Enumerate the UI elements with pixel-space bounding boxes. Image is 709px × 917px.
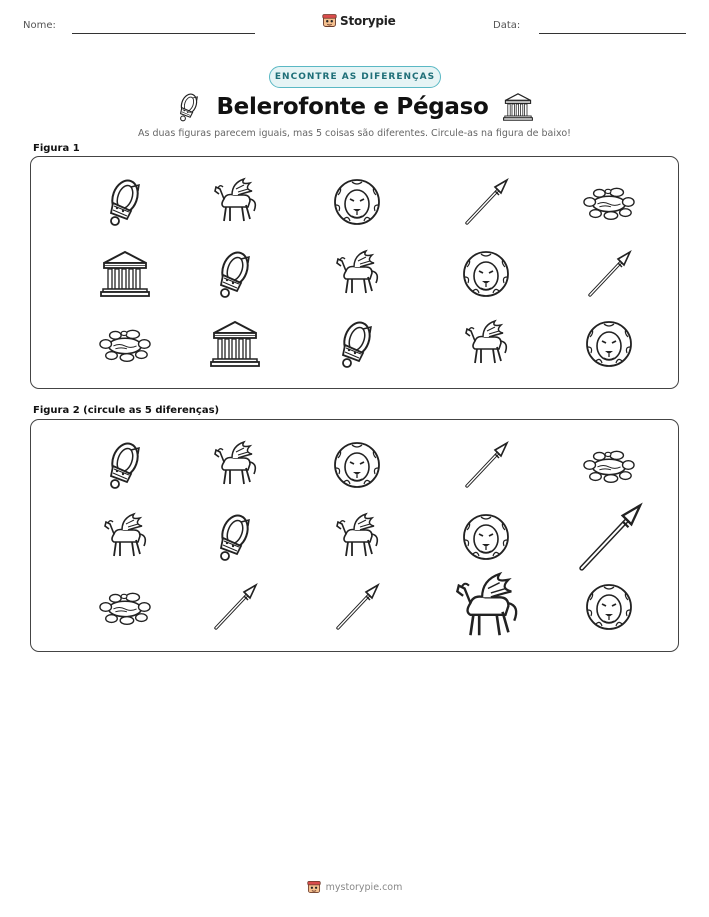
pegasus-picture[interactable] [444, 313, 528, 375]
spear-picture[interactable] [444, 434, 528, 496]
lion-picture[interactable] [567, 313, 651, 375]
spring-icon [98, 587, 152, 627]
pegasus-picture[interactable] [193, 171, 277, 233]
footer [0, 880, 709, 894]
spring-icon [582, 182, 636, 222]
lion-picture[interactable] [444, 243, 528, 305]
pegasus-picture[interactable] [315, 506, 399, 568]
lion-icon [332, 440, 382, 490]
bridle-icon [176, 92, 202, 122]
title-row [0, 90, 709, 124]
spear-icon [461, 440, 511, 490]
lion-picture[interactable] [315, 171, 399, 233]
figure-2-label: Figura 2 (circule as 5 diferenças) [33, 405, 220, 416]
bridle-icon [210, 249, 260, 299]
temple-icon [210, 319, 260, 369]
spear-picture[interactable] [193, 576, 277, 638]
bridle-picture[interactable] [193, 506, 277, 568]
spear-picture[interactable] [567, 243, 651, 305]
spring-picture[interactable] [83, 576, 167, 638]
spear-icon [461, 177, 511, 227]
spear-picture[interactable] [567, 506, 651, 568]
brand-name: Storypie [340, 13, 396, 28]
lion-picture[interactable] [315, 434, 399, 496]
pegasus-picture[interactable] [83, 506, 167, 568]
temple-icon [100, 249, 150, 299]
name-label: Nome: [23, 20, 56, 31]
pegasus-icon [450, 571, 523, 644]
temple-picture[interactable] [193, 313, 277, 375]
bridle-icon [100, 177, 150, 227]
spear-icon [584, 249, 634, 299]
bridle-icon [210, 512, 260, 562]
pegasus-picture[interactable] [315, 243, 399, 305]
spring-picture[interactable] [567, 434, 651, 496]
pegasus-icon [332, 249, 382, 299]
name-field[interactable] [72, 33, 255, 34]
bridle-icon [332, 319, 382, 369]
lion-icon [332, 177, 382, 227]
pegasus-icon [210, 440, 260, 490]
spear-icon [573, 501, 646, 574]
bridle-picture[interactable] [83, 434, 167, 496]
date-field[interactable] [539, 33, 686, 34]
mascot-icon [307, 880, 321, 894]
figure-1-panel [30, 156, 679, 389]
lion-picture[interactable] [444, 506, 528, 568]
mascot-icon [322, 13, 337, 28]
activity-badge: ENCONTRE AS DIFERENÇAS [269, 66, 441, 88]
bridle-picture[interactable] [315, 313, 399, 375]
spring-icon [98, 324, 152, 364]
spear-icon [332, 582, 382, 632]
lion-icon [461, 249, 511, 299]
lion-icon [584, 582, 634, 632]
pegasus-icon [210, 177, 260, 227]
lion-icon [461, 512, 511, 562]
spear-picture[interactable] [315, 576, 399, 638]
lion-picture[interactable] [567, 576, 651, 638]
page-title: Belerofonte e Pégaso [216, 94, 489, 120]
spring-picture[interactable] [567, 171, 651, 233]
date-label: Data: [493, 20, 521, 31]
spring-picture[interactable] [83, 313, 167, 375]
lion-icon [584, 319, 634, 369]
bridle-icon [100, 440, 150, 490]
pegasus-picture[interactable] [193, 434, 277, 496]
figure-2-panel [30, 419, 679, 652]
spear-picture[interactable] [444, 171, 528, 233]
brand-logo [322, 13, 396, 28]
figure-1-label: Figura 1 [33, 143, 80, 154]
bridle-picture[interactable] [193, 243, 277, 305]
bridle-picture[interactable] [83, 171, 167, 233]
pegasus-icon [461, 319, 511, 369]
temple-icon [503, 92, 533, 122]
pegasus-picture[interactable] [444, 576, 528, 638]
spear-icon [210, 582, 260, 632]
footer-url: mystorypie.com [325, 881, 403, 893]
pegasus-icon [332, 512, 382, 562]
pegasus-icon [100, 512, 150, 562]
temple-picture[interactable] [83, 243, 167, 305]
spring-icon [582, 445, 636, 485]
instructions: As duas figuras parecem iguais, mas 5 coisas são diferentes. Circule-as na figura de baixo! [138, 128, 571, 139]
